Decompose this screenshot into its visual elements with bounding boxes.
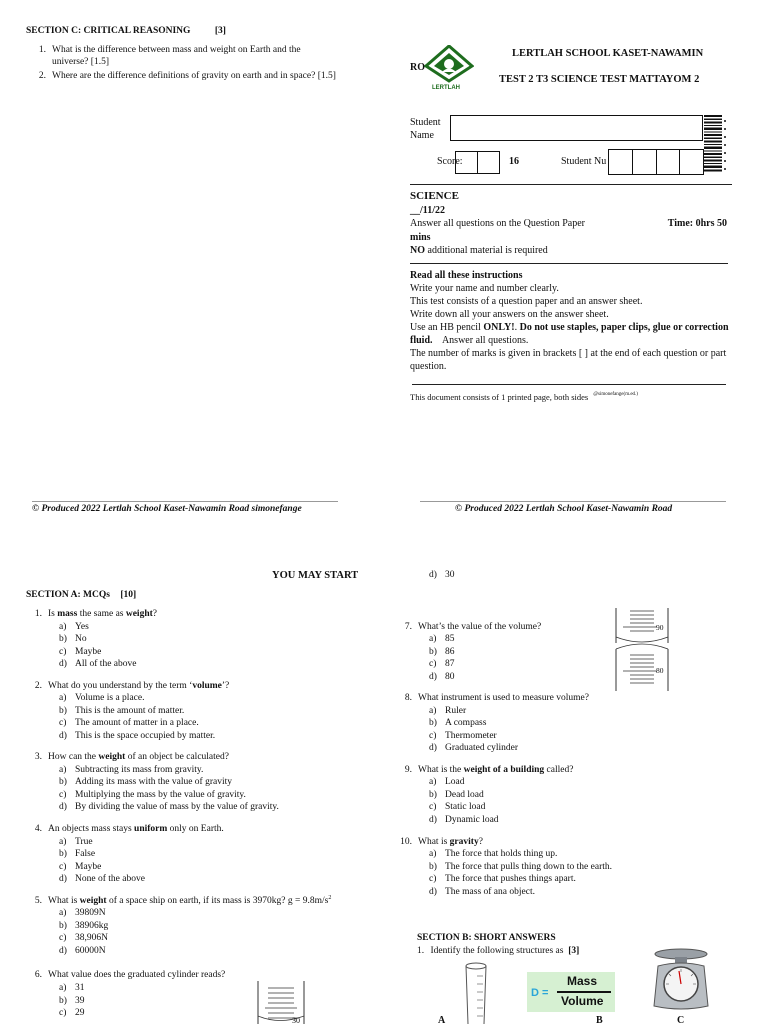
instruction-line: This test consists of a question paper and an answer sheet. xyxy=(410,296,643,307)
subject-block xyxy=(410,189,730,258)
mcq-option[interactable]: d) None of the above xyxy=(59,874,145,885)
student-name-field[interactable] xyxy=(450,115,703,141)
instruction-line: Write down all your answers on the answer sheet. xyxy=(410,309,609,320)
cover-divider-1 xyxy=(410,184,732,185)
mcq-option[interactable]: c) 87 xyxy=(429,659,455,670)
score-total: 16 xyxy=(509,156,519,167)
structure-c-scale xyxy=(648,946,714,1012)
mcq-option[interactable]: c) The force that pushes things apart. xyxy=(429,874,576,885)
section-a-heading: SECTION A: MCQs [10] xyxy=(26,590,137,600)
mcq-question-4: 4. An objects mass stays uniform only on Earth. a) True b) False c) Maybe d) None of the above xyxy=(26,823,366,886)
section-c xyxy=(26,25,356,82)
section-b-question-1: 1. Identify the following structures as [3] xyxy=(417,946,580,956)
test-title: TEST 2 T3 SCIENCE TEST MATTAYOM 2 xyxy=(499,74,700,85)
document-note: This document consists of 1 printed page, both sides $^{@simonefange(m.ed.)}$ xyxy=(410,392,638,402)
mcq-column-left xyxy=(26,608,366,1029)
cover-divider-2 xyxy=(410,263,728,264)
mcq-option[interactable]: c) Thermometer xyxy=(429,730,497,741)
mcq-option[interactable]: a) Load xyxy=(429,777,465,788)
mcq-option[interactable]: b) No xyxy=(59,634,87,645)
mcq-question-10: 10. What is gravity? a) The force that holds thing up. b) The force that pulls thing down to the earth. c) The force that pushes things apart. d) The mass of ana object. xyxy=(396,836,626,899)
mcq-column-right xyxy=(396,569,626,907)
mcq-question-8: 8. What instrument is used to measure volume? a) Ruler b) A compass c) Thermometer d) Graduated cylinder xyxy=(396,692,626,755)
mcq-option[interactable]: b) 86 xyxy=(429,646,455,657)
section-c-question: 2. Where are the difference definitions of gravity on earth and in space? [1.5] xyxy=(38,70,336,81)
section-c-heading: SECTION C: CRITICAL REASONING [3] xyxy=(26,26,226,36)
mcq-question-3: 3. How can the weight of an object be calculated? a) Subtracting its mass from gravity. b) Adding its mass with the value of gravity c) Multiplying the mass by the value of gravity. d) By dividing the value of mass by the value of gravity. xyxy=(26,751,366,814)
graduated-cylinder-q6 xyxy=(255,980,311,1024)
mcq-option[interactable]: a) 85 xyxy=(429,634,455,645)
mcq-option[interactable]: a) 31 xyxy=(59,982,85,993)
instruction-line: Use an HB pencil ONLY!. Do not use staples, paper clips, glue or correction fluid. Answer all questions. xyxy=(410,322,729,346)
mcq-option[interactable]: d) This is the space occupied by matter. xyxy=(59,730,216,741)
structure-a-cylinder xyxy=(463,962,489,1024)
mcq-option[interactable]: d) 80 xyxy=(429,671,455,682)
mcq-option[interactable]: c) Maybe xyxy=(59,646,102,657)
mcq-option[interactable]: b) Adding its mass with the value of gravity xyxy=(59,777,232,788)
score-box-1[interactable] xyxy=(455,151,478,174)
footer-rule-left xyxy=(32,501,338,502)
answer-all-line: Answer all questions on the Question Paper Time: 0hrs 50 xyxy=(410,218,727,230)
mcq-option[interactable]: a) Ruler xyxy=(429,705,467,716)
structure-c-label: C xyxy=(677,1015,685,1026)
student-number-cell xyxy=(609,150,633,174)
cylinder-q7-bottom-mark: 80 xyxy=(656,666,664,675)
footer-right: © Produced 2022 Lertlah School Kaset-Nawamin Road xyxy=(455,504,673,514)
mcq-option[interactable]: b) 38906kg xyxy=(59,920,109,931)
mcq-option[interactable]: a) Subtracting its mass from gravity. xyxy=(59,764,204,775)
logo-caption: LERTLAH xyxy=(432,85,460,91)
mcq-question-5: 5. What is weight of a space ship on earth, if its mass is 3970kg? $g = 9.8m/s^2$ a) 39809N b) 38906kg c) 38,906N d) 60000N xyxy=(26,895,366,958)
mcq-option[interactable]: d) All of the above xyxy=(59,659,137,670)
mcq-option[interactable]: d) 60000N xyxy=(59,945,106,956)
formula-fraction-bar xyxy=(557,991,611,993)
logo-prefix: RO xyxy=(410,62,425,73)
student-name-label: Student Name xyxy=(410,117,441,141)
student-number-cell xyxy=(657,150,681,174)
mcq-option[interactable]: c) 29 xyxy=(59,1008,85,1019)
graduated-cylinder-q7 xyxy=(613,607,673,691)
mcq-option[interactable]: b) 39 xyxy=(59,995,85,1006)
mcq-option[interactable]: c) Maybe xyxy=(59,861,102,872)
section-c-questions xyxy=(26,44,356,83)
mcq-option[interactable]: a) The force that holds thing up. xyxy=(429,849,558,860)
time-mins: mins xyxy=(410,231,431,243)
subject-title: SCIENCE xyxy=(410,190,459,202)
school-logo xyxy=(424,45,474,85)
start-heading: YOU MAY START xyxy=(272,570,359,581)
mcq-option[interactable]: b) Dead load xyxy=(429,789,484,800)
formula-d-label: D = xyxy=(531,987,549,999)
mcq-option[interactable]: a) Yes xyxy=(59,621,89,632)
student-number-label: Student Nu xyxy=(561,156,607,167)
footer-left: © Produced 2022 Lertlah School Kaset-Nawamin Road simonefange xyxy=(32,504,302,514)
instruction-line: Write your name and number clearly. xyxy=(410,283,559,294)
mcq-question-9: 9. What is the weight of a building called? a) Load b) Dead load c) Static load d) Dynamic load xyxy=(396,764,626,827)
mcq-option[interactable]: c) Multiplying the mass by the value of gravity. xyxy=(59,789,246,800)
footer-rule-right xyxy=(420,501,726,502)
score-box-2[interactable] xyxy=(477,151,500,174)
cover-divider-3 xyxy=(412,384,726,385)
instruction-line: The number of marks is given in brackets [ ] at the end of each question or part question. xyxy=(410,348,727,372)
mcq-option[interactable]: d) 30 xyxy=(429,570,455,580)
material-note: NO additional material is required xyxy=(410,245,548,257)
section-c-question: 1. What is the difference between mass and weight on Earth and the universe? [1.5] xyxy=(38,44,301,68)
mcq-question-2: 2. What do you understand by the term ‘volume’? a) Volume is a place. b) This is the amount of matter. c) The amount of matter in a place. d) This is the space occupied by matter. xyxy=(26,680,366,743)
school-name: LERTLAH SCHOOL KASET-NAWAMIN xyxy=(512,48,704,59)
mcq-question-1: 1. Is mass the same as weight? a) Yes b) No c) Maybe d) All of the above xyxy=(26,608,366,671)
formula-mass: Mass xyxy=(567,974,598,988)
mcq-option[interactable]: a) Volume is a place. xyxy=(59,693,145,704)
mcq-option[interactable]: b) The force that pulls thing down to the earth. xyxy=(429,861,612,872)
mcq-option[interactable]: d) Graduated cylinder xyxy=(429,743,519,754)
mcq-option[interactable]: c) The amount of matter in a place. xyxy=(59,718,199,729)
section-b-heading: SECTION B: SHORT ANSWERS xyxy=(417,933,556,943)
instructions-block xyxy=(410,269,730,373)
mcq-question-7: 7. What’s the value of the volume? a) 85 b) 86 c) 87 d) 80 xyxy=(396,621,626,684)
mcq-option[interactable]: c) 38,906N xyxy=(59,933,108,944)
cylinder-q7-top-mark: 90 xyxy=(656,623,664,632)
mcq-option[interactable]: d) Dynamic load xyxy=(429,814,499,825)
mcq-question-6: 6. What value does the graduated cylinder reads? a) 31 b) 39 c) 29 xyxy=(26,969,366,1019)
score-label: Score: xyxy=(437,156,463,167)
cylinder-q6-mark: 30 xyxy=(292,1016,300,1024)
structure-b-label: B xyxy=(596,1015,603,1026)
mcq-option[interactable]: c) Static load xyxy=(429,802,486,813)
student-number-cell xyxy=(633,150,657,174)
instructions-heading: Read all these instructions xyxy=(410,270,523,281)
mcq-option[interactable]: a) 39809N xyxy=(59,908,106,919)
structure-a-label: A xyxy=(438,1015,446,1026)
student-number-field[interactable] xyxy=(608,149,704,175)
mcq-option[interactable]: b) A compass xyxy=(429,718,487,729)
formula-volume: Volume xyxy=(561,994,604,1008)
structure-b-formula xyxy=(527,972,615,1012)
mcq-option[interactable]: b) This is the amount of matter. xyxy=(59,705,185,716)
mcq-option[interactable]: d) The mass of ana object. xyxy=(429,886,535,897)
time-allowed: Time: 0hrs 50 xyxy=(667,218,727,230)
mcq-option[interactable]: b) False xyxy=(59,849,96,860)
mcq-option[interactable]: d) By dividing the value of mass by the value of gravity. xyxy=(59,802,279,813)
barcode-icon xyxy=(704,115,728,173)
mcq-option[interactable]: a) True xyxy=(59,836,93,847)
student-number-cell xyxy=(680,150,703,174)
test-date: __/11/22 xyxy=(410,204,446,216)
